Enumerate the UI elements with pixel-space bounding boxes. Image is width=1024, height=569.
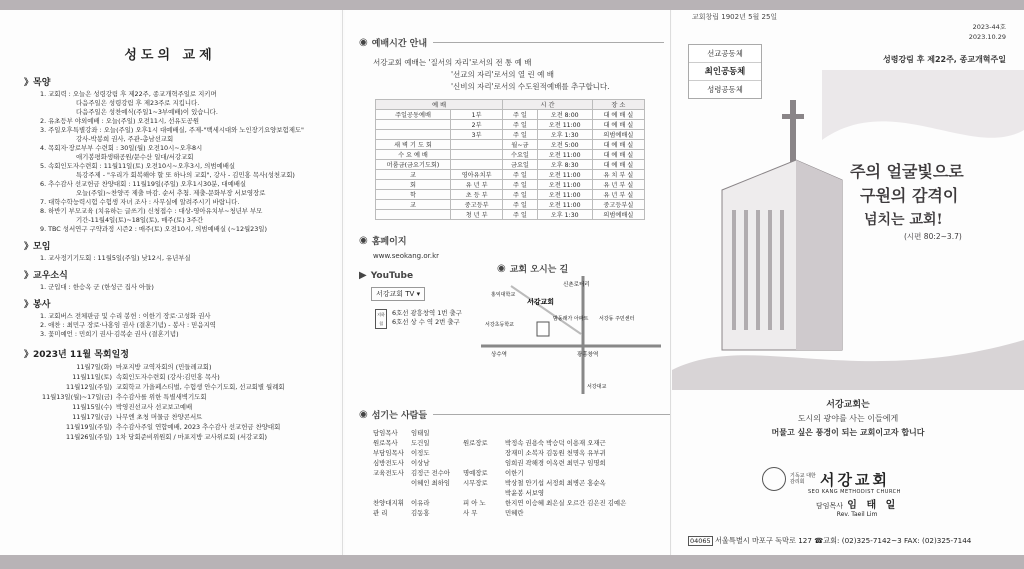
section-item: 1. 교사정기기도회 : 11월5일(주일) 낮12시, 유년부실 [40, 254, 191, 262]
staff-cell: 피 아 노 [463, 499, 486, 507]
fold-line [670, 10, 671, 555]
staff-heading: ◉ 섬기는 사람들 [359, 408, 670, 421]
pastor-info: 담임목사 임 태 일 Rev. Taeil Lim [816, 500, 899, 518]
youtube-icon: ▶ [359, 270, 367, 281]
fold-line [342, 10, 343, 555]
homepage-heading: ◉ 홈페이지 [359, 235, 407, 247]
section-item: 7. 대학수학능력시험 수험생 자녀 조사 : 사무실에 알려주시기 바랍니다. [40, 198, 240, 206]
table-cell: 의범예배실 [592, 130, 644, 140]
table-cell: 3부 [451, 130, 503, 140]
staff-cell: 이정도 [411, 449, 430, 457]
table-cell: 오전 11:00 [537, 180, 592, 190]
table-cell: 오후 8:30 [537, 160, 592, 170]
staff-cell: 박상철 안기섭 서정희 최병곤 홍순옥 [505, 479, 606, 487]
section-item: 1. 교회버스 전체판금 및 수리 봉헌 : 이한기 장로·고성화 권사 [40, 312, 211, 320]
table-cell: 오전 11:00 [537, 170, 592, 180]
table-cell: 주일공동예배 [376, 110, 451, 120]
table-cell: 의범예배실 [592, 210, 644, 220]
map-label-rotary: 신촌로터리 [563, 282, 590, 288]
table-row [376, 170, 645, 180]
staff-cell: 장재미 소복자 김동원 천명옥 유부귀 [505, 449, 606, 457]
motto: 주의 얼굴빛으로 구원의 감격이 넘치는 교회! (시편 80:2~3.7) [850, 162, 964, 241]
table-cell: 주 일 [503, 130, 537, 140]
church-logo [762, 467, 901, 495]
table-cell: 학 [376, 190, 451, 200]
bullet-icon: ◉ [497, 263, 506, 274]
table-cell: 오전 5:00 [537, 140, 592, 150]
bottom-band [0, 555, 1024, 569]
table-row [376, 210, 645, 220]
table-cell: 대 예 배 실 [592, 110, 644, 120]
table-cell: 유 년 부 [451, 180, 503, 190]
event-item [42, 362, 340, 372]
staff-cell: 찬양대지휘 [373, 499, 404, 507]
section-item: 다음주일은 성령강림 후 제23주로 지킵니다. [76, 99, 200, 107]
table-cell: 수요일 [503, 150, 537, 160]
map-label-center: 서강동 주민센터 [599, 316, 635, 322]
youtube-channel[interactable]: 서강교회 TV ▾ [371, 287, 425, 301]
map-label-gwang: 광흥창역 [577, 352, 599, 358]
staff-cell: 임희권 곽해경 이옥련 최민구 임명희 [505, 459, 606, 467]
table-cell: 주 일 [503, 190, 537, 200]
table-row [376, 200, 645, 210]
church-side [796, 160, 842, 350]
staff-row [373, 488, 626, 498]
staff-list [373, 428, 626, 518]
table-row [376, 190, 645, 200]
section-item: 강사-박봉희 권사, 주관-총남선교회 [76, 135, 174, 143]
event-item [42, 422, 340, 432]
table-cell: 월~금 [503, 140, 537, 150]
church-name-en: SEO KANG METHODIST CHURCH [808, 489, 901, 495]
section-item: 특강주제 - "우리가 회복해야 할 또 하나의 교회", 강사 - 김민홍 목사(성천교회) [76, 171, 295, 179]
table-cell [451, 140, 503, 150]
event-date: 11월15일(수) [72, 403, 112, 411]
table-cell: 대 예 배 실 [592, 140, 644, 150]
event-title: 교회학교 가을페스티벌, 수험생 안수기도회, 선교회별 월례회 [116, 383, 285, 391]
table-cell: 청 년 부 [451, 210, 503, 220]
event-item [42, 372, 340, 382]
event-date: 11월17일(금) [72, 413, 112, 421]
table-cell: 대 예 배 실 [592, 150, 644, 160]
fellowship-sections [0, 75, 340, 339]
staff-row [373, 448, 626, 458]
map-label-apt: 밤동래가 아파트 [553, 316, 589, 322]
staff-cell: 원로목사 [373, 439, 398, 447]
table-cell: 오전 11:00 [537, 150, 592, 160]
event-item [42, 382, 340, 392]
table-row [376, 110, 645, 120]
staff-cell: 박윤봉 서보영 [505, 489, 545, 497]
section-item: 오늘(주일)~찬양곡 제출 마감. 순서 추첨. 제출-문화부장 서보영장로 [76, 189, 266, 197]
table-cell: 주 일 [503, 200, 537, 210]
address: 04065 서울특별시 마포구 독막로 127 ☎교회: (02)325-7142~3 FAX: (02)325-7144 [690, 536, 972, 545]
table-cell: 오후 1:30 [537, 210, 592, 220]
cross-bar [782, 114, 804, 119]
event-title: 박영진선교사 선교보고예배 [116, 403, 193, 411]
table-cell [376, 130, 451, 140]
section-item: 2. 애찬 : 최민구 장로·나홍임 권사 (결혼기념) - 봉사 : 믿음지역 [40, 321, 216, 329]
section-item: 3. 꽃미예언 : 민희기 권사·김복순 권사 (결혼기념) [40, 330, 179, 338]
section-item: 1. 군입대 : 한승옥 군 (한성근 집사 아들) [40, 283, 154, 291]
church-seal-icon [762, 467, 786, 491]
staff-cell: 부담임목사 [373, 449, 404, 457]
church-marker-icon [537, 322, 549, 336]
staff-row [373, 438, 626, 448]
table-cell [376, 210, 451, 220]
table-cell: 영아유치부 [451, 170, 503, 180]
church-name: 서강교회 [820, 470, 890, 489]
staff-cell: 명예장로 [463, 469, 488, 477]
map-label-sangsu: 상수역 [491, 352, 507, 358]
staff-cell: 김정근 전수아 [411, 469, 451, 477]
table-cell: 오전 8:00 [537, 110, 592, 120]
table-cell: 교 [376, 200, 451, 210]
staff-cell: 사 무 [463, 509, 478, 517]
section-heading: 》봉사 [24, 300, 51, 310]
bullet-icon: ◉ [359, 409, 368, 420]
table-cell: 오전 11:00 [537, 200, 592, 210]
events-heading: 》2023년 11월 목회일정 [24, 350, 130, 360]
subway-info: 지하철 6호선 광흥창역 1번 출구 6호선 상 수 역 2번 출구 [375, 309, 670, 329]
event-item [42, 412, 340, 422]
table-cell: 주 일 [503, 110, 537, 120]
table-row [376, 150, 645, 160]
map-label-church: 서강교회 [527, 298, 555, 306]
section-item: 기간-11월4일(토)~18일(토), 매주(토) 3주간 [76, 216, 204, 224]
table-cell: 주 일 [503, 120, 537, 130]
staff-cell: 민혜란 [505, 509, 524, 517]
youtube-heading: ▶ YouTube [359, 270, 414, 281]
event-item [42, 432, 340, 442]
vision-statement: 서강교회는 도시의 광야를 사는 이들에게 머물고 싶은 풍경이 되는 교회이고자 합니다 [771, 400, 925, 437]
table-cell: 대 예 배 실 [592, 120, 644, 130]
table-cell: 대 예 배 실 [592, 160, 644, 170]
table-cell: 머룸금(금요기도회) [376, 160, 451, 170]
group-selected: 최인공동체 [689, 62, 761, 81]
fellowship-title: 성도의 교제 [124, 48, 216, 63]
worship-table [375, 99, 645, 220]
table-cell: 새 벽 기 도 회 [376, 140, 451, 150]
table-row [376, 130, 645, 140]
event-title: 추수감사를 위한 특별새벽기도회 [116, 393, 207, 401]
section-item: 5. 속회인도자수련회 : 11월11일(토) 오전10시~오후3시, 의범예배실 [40, 162, 236, 170]
section-item: 다음주일은 성찬예식(주일1~3부예배)이 있습니다. [76, 108, 218, 116]
map-label-bridge: 서강대교 [587, 384, 607, 390]
group-mission: 선교공동체 [707, 49, 743, 58]
staff-cell: 이혜인 최하임 [411, 479, 451, 487]
table-row [376, 120, 645, 130]
staff-cell: 이상남 [411, 459, 430, 467]
table-cell: 교 [376, 170, 451, 180]
map-label-elem: 서강초등학교 [485, 322, 514, 328]
section-heading: 》목양 [24, 78, 51, 88]
table-cell: 주 일 [503, 210, 537, 220]
event-date: 11월7일(화) [76, 363, 112, 371]
table-row [376, 160, 645, 170]
event-title: 추수감사주일 연합예배, 2023 추수감사 선교헌금 찬양대회 [116, 423, 281, 431]
table-cell: 유 치 부 실 [592, 170, 644, 180]
table-row [376, 180, 645, 190]
table-cell: 1부 [451, 110, 503, 120]
table-cell [451, 150, 503, 160]
bullet-icon: ◉ [359, 37, 368, 48]
table-cell: 유 년 부 실 [592, 180, 644, 190]
section-item: 6. 추수감사 선교헌금 찬양대회 : 11월19일(주일) 오후1시30분, 대예배실 [40, 180, 247, 188]
worship-panel [345, 10, 670, 555]
liturgical-subtitle: 성령강림 후 제22주, 종교개혁주일 [883, 55, 1006, 64]
staff-cell: 이한기 [505, 469, 524, 477]
staff-row [373, 458, 626, 468]
table-cell: 초 등 부 [451, 190, 503, 200]
table-cell: 중고등부실 [592, 200, 644, 210]
staff-cell: 심방전도사 [373, 459, 404, 467]
staff-cell: 김동홍 [411, 509, 430, 517]
denomination: 기독교 대한감리회 [790, 473, 816, 485]
wave-shape-top [822, 70, 1024, 140]
section-item: 4. 목회자·장로부부 수련회 : 30일(월) 오전10시~오후8시 [40, 144, 203, 152]
fellowship-panel [0, 10, 340, 555]
table-cell: 오전 11:00 [537, 120, 592, 130]
table-cell: 유 년 부 실 [592, 190, 644, 200]
staff-cell: 한지연 이승혜 최은실 오르간 김은진 김예은 [505, 499, 627, 507]
issue-info: 2023-44호 2023.10.29 [968, 23, 1006, 41]
staff-row [373, 468, 626, 478]
event-title: 나무엔 초청 머물금 찬양콘서트 [116, 413, 203, 421]
table-cell: 주 일 [503, 180, 537, 190]
section-item: 9. TBC 성서연구 구약과정 시즌2 : 매주(토) 오전10시, 의범예배실 (~12월23일) [40, 225, 267, 233]
table-cell: 회 [376, 180, 451, 190]
staff-row [373, 478, 626, 488]
event-title: 1차 당회준비위원회 / 마포지방 교사위로회 (서강교회) [116, 433, 268, 441]
zip-code: 04065 [690, 537, 711, 545]
staff-cell: 담임목사 [373, 429, 398, 437]
col-place: 장 소 [592, 100, 644, 110]
table-cell [451, 160, 503, 170]
table-cell: 주 일 [503, 170, 537, 180]
staff-cell: 박정속 권용숙 박승덕 이용재 오재근 [505, 439, 606, 447]
section-item: 애기봉평화생태공원/문수산 일대/서강교회 [76, 153, 194, 161]
event-date: 11월11일(토) [72, 373, 112, 381]
worship-heading: ◉ 예배시간 안내 [359, 36, 670, 49]
section-item: 3. 주일오후특별강좌 : 오늘(주일) 오후1시 대예배실, 주제-"백세시대와 노인장기요양보험제도" [40, 126, 304, 134]
bullet-icon: ◉ [359, 235, 368, 246]
col-worship: 예 배 [376, 100, 503, 110]
table-cell: 오전 11:00 [537, 190, 592, 200]
section-item: 8. 하반기 부모교육 (치유하는 글쓰기) 신청접수 : 대상-영아유치부~청년부 부모 [40, 207, 263, 215]
section-heading: 》교우소식 [24, 271, 68, 281]
event-date: 11월13일(월)~17일(금) [42, 393, 113, 401]
directions-map [481, 276, 661, 394]
staff-row [373, 428, 626, 438]
col-time: 시 간 [503, 100, 592, 110]
event-title: 속회인도자수련회 (강사:김민홍 목사) [116, 373, 220, 381]
table-cell: 오후 1:30 [537, 130, 592, 140]
group-spirit: 성령공동체 [707, 85, 743, 94]
map-heading: ◉ 교회 오시는 길 [497, 263, 569, 275]
section-item: 1. 교회력 : 오늘은 성령강림 후 제22주, 종교개혁주일로 지키며 [40, 90, 217, 98]
worship-intro: 서강교회 예배는 '질서의 자리'로서의 전 통 예 배 '선교의 자리'로서의 열 린 예 배 '신비의 자리'로서의 수도원적예배를 추구합니다. [373, 58, 610, 91]
cover-panel [672, 10, 1024, 555]
map-label-univ: 홍익대학교 [491, 292, 516, 298]
established-date: 교회창립 1902년 5월 25일 [692, 13, 778, 21]
staff-cell: 관 리 [373, 509, 388, 517]
staff-cell: 교육전도사 [373, 469, 404, 477]
staff-cell: 이유라 [411, 499, 430, 507]
subway-icon: 지하철 [375, 309, 387, 329]
staff-cell: 도건일 [411, 439, 430, 447]
section-item: 2. 유초등부 야외예배 : 오늘(주일) 오전11시, 선유도공원 [40, 117, 200, 125]
event-title: 마포지방 교역자회의 (민들레교회) [116, 363, 212, 371]
events-list [0, 362, 340, 442]
top-band [0, 0, 1024, 10]
table-row [376, 140, 645, 150]
table-cell [376, 120, 451, 130]
section-heading: 》모임 [24, 242, 51, 252]
homepage-link[interactable]: www.seokang.or.kr [373, 252, 439, 260]
staff-row [373, 508, 626, 518]
event-date: 11월26일(주일) [66, 433, 112, 441]
staff-row [373, 498, 626, 508]
event-item [42, 402, 340, 412]
event-date: 11월19일(주일) [66, 423, 112, 431]
event-item [42, 392, 340, 402]
event-date: 11월12일(주일) [66, 383, 112, 391]
staff-cell: 원로장로 [463, 439, 488, 447]
table-cell: 금요일 [503, 160, 537, 170]
table-cell: 중고등부 [451, 200, 503, 210]
table-cell: 수 요 예 배 [376, 150, 451, 160]
table-cell: 2부 [451, 120, 503, 130]
staff-cell: 임태일 [411, 429, 430, 437]
staff-cell: 시무장로 [463, 479, 488, 487]
